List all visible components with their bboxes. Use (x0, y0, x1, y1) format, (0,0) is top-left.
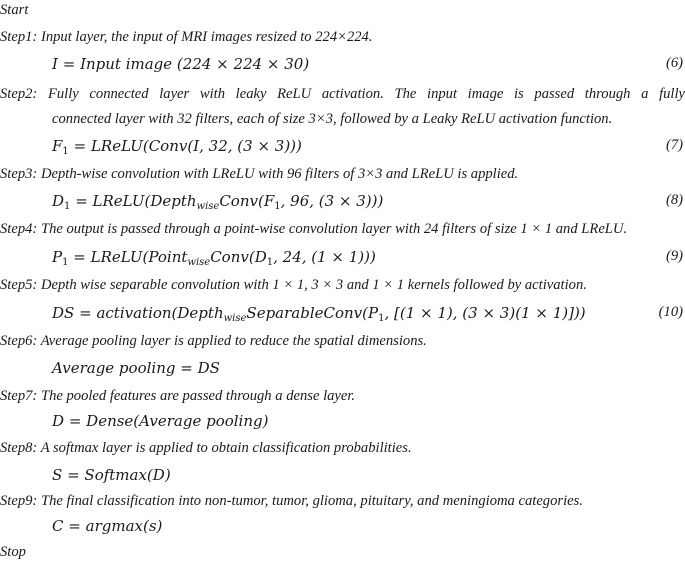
equation-dense (52, 412, 685, 430)
eq-rhs: argmax(s) (85, 517, 163, 535)
eq-lhs: D (52, 412, 65, 430)
step-label: Step5: (0, 277, 38, 293)
step-label: Step2: (0, 86, 38, 102)
eq-rhs-part: LReLU(Point (90, 248, 188, 266)
equation-softmax (52, 466, 685, 484)
eq-rhs-part: SeparableConv(P (246, 304, 379, 322)
eq-lhs: P (52, 248, 63, 266)
eq-rhs-part: Conv(D (210, 248, 267, 266)
eq-rhs-sub: wise (196, 201, 220, 212)
eq-rhs: DS (197, 359, 220, 377)
eq-lhs: DS (52, 304, 75, 322)
equation-average-pooling (52, 359, 685, 377)
step-text: Depth wise separable convolution with 1 × 1, 3 × 3 and 1 × 1 kernels followed by activation. (40, 277, 587, 293)
eq-equals: = (75, 192, 88, 210)
step-3 (0, 165, 685, 183)
step-text: The final classification into non-tumor, tumor, glioma, pituitary, and meningioma categories. (40, 493, 583, 509)
equation-6 (52, 55, 685, 73)
eq-rhs: Input image (224 × 224 × 30) (80, 55, 310, 73)
equation-number: (7) (665, 137, 683, 153)
eq-rhs-part: activation(Depth (96, 304, 224, 322)
step-5 (0, 276, 685, 294)
equation-10 (52, 304, 685, 328)
equation-number: (6) (665, 55, 683, 71)
eq-lhs: C (52, 517, 64, 535)
step-label: Step9: (0, 493, 38, 509)
eq-equals: = (79, 304, 92, 322)
step-label: Step4: (0, 221, 38, 237)
eq-rhs-part: Conv(F (219, 192, 275, 210)
eq-rhs: LReLU(Conv(I, 32, (3 × 3))) (90, 137, 302, 155)
step-label: Step6: (0, 333, 38, 349)
eq-equals: = (73, 137, 87, 155)
step-text: A softmax layer is applied to obtain classification probabilities. (40, 440, 412, 456)
step-text: Depth-wise convolution with LReLU with 96 filters of 3×3 and LReLU is applied. (40, 166, 519, 182)
step-label: Step8: (0, 440, 38, 456)
step-2-line-2: connected layer with 32 filters, each of size 3×3, followed by a Leaky ReLU activation function. (52, 111, 613, 127)
eq-lhs: D (52, 192, 65, 210)
eq-lhs: S (52, 466, 63, 484)
step-9 (0, 492, 685, 510)
eq-rhs: Dense(Average pooling) (86, 412, 269, 430)
eq-rhs-part: , 96, (3 × 3))) (280, 192, 384, 210)
eq-rhs-sub: 1 (378, 313, 385, 324)
eq-lhs: Average pooling (52, 359, 176, 377)
eq-equals: = (62, 55, 76, 73)
step-text: The output is passed through a point-wise convolution layer with 24 filters of size 1 × 1 and LReLU. (40, 221, 628, 237)
step-label: Step7: (0, 388, 38, 404)
eq-rhs-part: , 24, (1 × 1))) (273, 248, 376, 266)
step-8 (0, 439, 685, 457)
step-2 (0, 85, 685, 103)
eq-lhs: F (52, 137, 63, 155)
step-6 (0, 332, 685, 350)
eq-rhs-sub: wise (223, 313, 247, 324)
step-1 (0, 28, 685, 46)
eq-equals: = (67, 466, 80, 484)
eq-rhs-sub: wise (187, 257, 211, 268)
eq-lhs: I (52, 55, 58, 73)
eq-lhs-sub: 1 (62, 146, 69, 157)
equation-argmax (52, 517, 685, 535)
equation-number: (8) (665, 192, 683, 208)
eq-equals: = (68, 517, 81, 535)
eq-rhs-sub: 1 (274, 201, 281, 212)
algorithm-stop: Stop (0, 544, 26, 560)
step-text: Fully connected layer with leaky ReLU activation. The input image is passed through a fully (47, 86, 685, 102)
equation-number: (9) (665, 248, 683, 264)
equation-number: (10) (658, 304, 683, 320)
equation-8 (52, 192, 685, 216)
equation-7 (52, 137, 685, 161)
eq-equals: = (73, 248, 86, 266)
eq-rhs-part: LReLU(Depth (92, 192, 197, 210)
eq-lhs-sub: 1 (64, 201, 71, 212)
eq-rhs-sub: 1 (266, 257, 274, 268)
eq-lhs-sub: 1 (62, 257, 69, 268)
eq-rhs-part: , [(1 × 1), (3 × 3)(1 × 1)])) (384, 304, 586, 322)
equation-9 (52, 248, 685, 272)
step-4 (0, 220, 685, 238)
step-7 (0, 387, 685, 405)
step-text: The pooled features are passed through a dense layer. (40, 388, 356, 404)
algorithm-start: Start (0, 2, 29, 18)
step-text: Input layer, the input of MRI images resized to 224×224. (40, 29, 373, 45)
eq-rhs: Softmax(D) (84, 466, 171, 484)
eq-equals: = (180, 359, 193, 377)
step-label: Step3: (0, 166, 38, 182)
step-label: Step1: (0, 29, 38, 45)
step-2-line-1 (0, 85, 685, 103)
step-text: Average pooling layer is applied to reduce the spatial dimensions. (40, 333, 427, 349)
eq-equals: = (68, 412, 82, 430)
